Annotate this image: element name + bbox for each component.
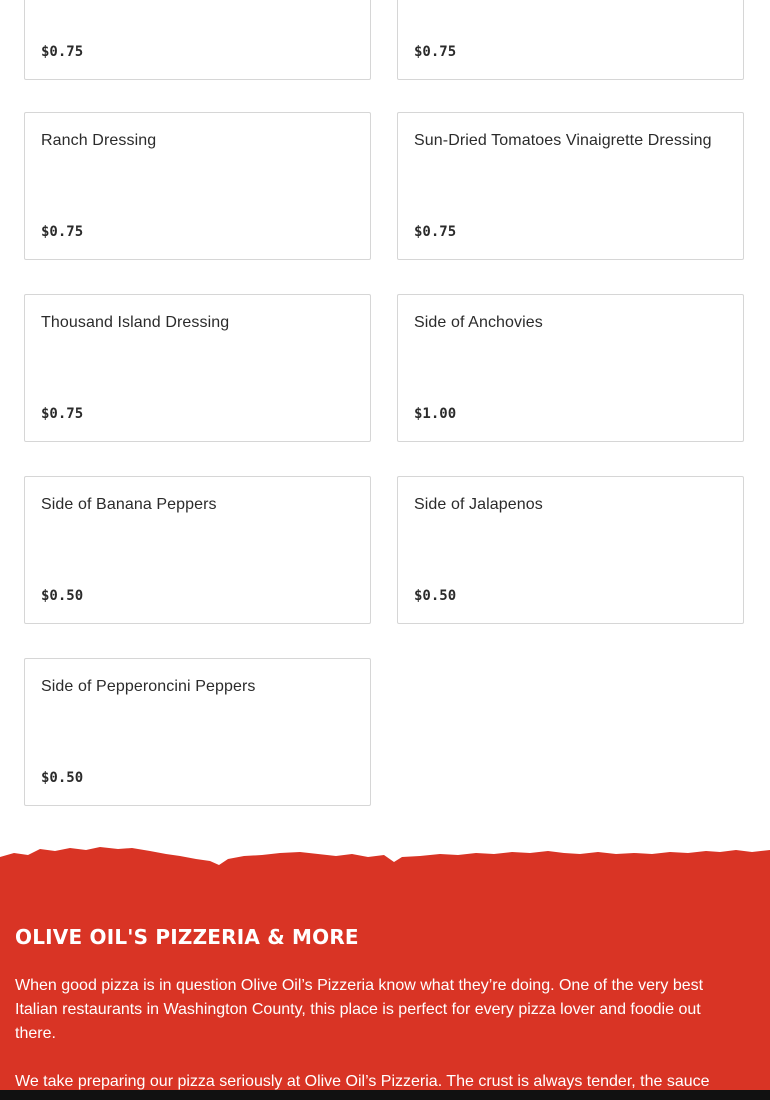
menu-item-card[interactable] [397, 0, 744, 80]
menu-item-name: Side of Banana Peppers [41, 496, 217, 513]
about-paragraph: When good pizza is in question Olive Oil’s Pizzeria know what they’re doing. One of the very best Italian restaurants in Washington County, this place is perfect for every pizza lover and foodie out there. [15, 977, 704, 1042]
menu-item-price: $0.75 [414, 224, 457, 240]
menu-item-name: Side of Jalapenos [414, 496, 543, 513]
menu-item-price: $0.75 [41, 224, 84, 240]
menu-item-name: Side of Pepperoncini Peppers [41, 678, 256, 695]
menu-item-name: Sun-Dried Tomatoes Vinaigrette Dressing [414, 132, 712, 149]
menu-item-card[interactable] [24, 476, 371, 624]
menu-item-price: $0.50 [414, 588, 457, 604]
menu-item-card[interactable] [24, 112, 371, 260]
menu-item-card[interactable] [24, 0, 371, 80]
menu-item-name: Thousand Island Dressing [41, 314, 230, 331]
torn-edge-background [0, 845, 770, 1100]
menu-item-card[interactable] [397, 476, 744, 624]
menu-item-price: $0.75 [414, 44, 457, 60]
menu-item-name: Side of Anchovies [414, 314, 543, 331]
menu-item-price: $0.75 [41, 44, 84, 60]
menu-item-price: $1.00 [414, 406, 457, 422]
restaurant-name-heading: OLIVE OIL'S PIZZERIA & MORE [15, 925, 359, 949]
bottom-bar [0, 1090, 770, 1100]
menu-item-card[interactable] [397, 112, 744, 260]
menu-item-price: $0.50 [41, 588, 84, 604]
menu-item-name: Ranch Dressing [41, 132, 157, 149]
menu-item-card[interactable] [397, 294, 744, 442]
menu-item-price: $0.75 [41, 406, 84, 422]
menu-item-card[interactable] [24, 294, 371, 442]
menu-item-price: $0.50 [41, 770, 84, 786]
menu-item-card[interactable] [24, 658, 371, 806]
about-paragraph: We take preparing our pizza seriously at Olive Oil’s Pizzeria. The crust is always tender, the sauce [15, 1073, 710, 1090]
footer-section [0, 845, 770, 1100]
